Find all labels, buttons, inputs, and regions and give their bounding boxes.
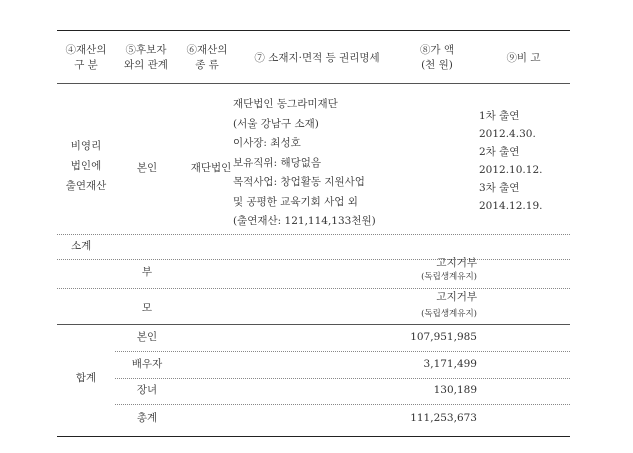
main-category: 비영리 법인에 출연재산 — [65, 140, 107, 192]
subtotal-value-mother: 고지거부 (독립생계유지) — [421, 291, 477, 319]
subtotal-value-father: 고지거부 (독립생계유지) — [421, 257, 477, 282]
total-relation-daughter: 장녀 — [136, 384, 158, 396]
header-remarks: ⑨비 고 — [506, 52, 541, 64]
header-relation: ⑤후보자 와의 관계 — [124, 44, 168, 71]
main-remarks: 1차 출연 2012.4.30. 2차 출연 2012.10.12. 3차 출연 2014.12.19. — [479, 110, 543, 212]
header-divider — [57, 83, 570, 84]
total-value-daughter: 130,189 — [433, 384, 477, 396]
header-category: ④재산의 구 분 — [65, 44, 107, 71]
father-divider — [57, 288, 570, 289]
header-asset-type: ⑥재산의 종 류 — [186, 44, 228, 71]
subtotal-label: 소계 — [71, 240, 92, 252]
main-divider — [57, 234, 570, 235]
subtotal-divider — [57, 259, 570, 260]
header-value: ⑧가 액 (천 원) — [419, 44, 455, 71]
total-label: 합계 — [75, 372, 97, 384]
total-value-self: 107,951,985 — [410, 331, 477, 343]
total-value-spouse: 3,171,499 — [423, 358, 477, 370]
subtotal-end-divider — [57, 324, 570, 325]
main-asset-type: 재단법인 — [190, 162, 232, 174]
header-location: ⑦ 소재지·면적 등 권리명세 — [254, 52, 380, 64]
total-divider-1 — [115, 351, 570, 352]
total-relation-spouse: 배우자 — [131, 358, 163, 370]
total-divider-2 — [115, 378, 570, 379]
total-relation-grand: 총계 — [136, 412, 158, 424]
total-divider-3 — [115, 404, 570, 405]
main-details: 재단법인 동그라미재단 (서울 강남구 소재) 이사장: 최성호 보유직위: 해당없음 목적사업: 창업활동 지원사업 및 공평한 교육기회 사업 외 (출연재산: 121,114,133천원) — [233, 98, 376, 227]
main-relation: 본인 — [136, 162, 158, 174]
subtotal-relation-father: 부 — [141, 266, 153, 278]
asset-table — [57, 30, 570, 437]
total-value-grand: 111,253,673 — [410, 412, 477, 424]
subtotal-relation-mother: 모 — [141, 302, 153, 314]
total-relation-self: 본인 — [136, 331, 158, 343]
